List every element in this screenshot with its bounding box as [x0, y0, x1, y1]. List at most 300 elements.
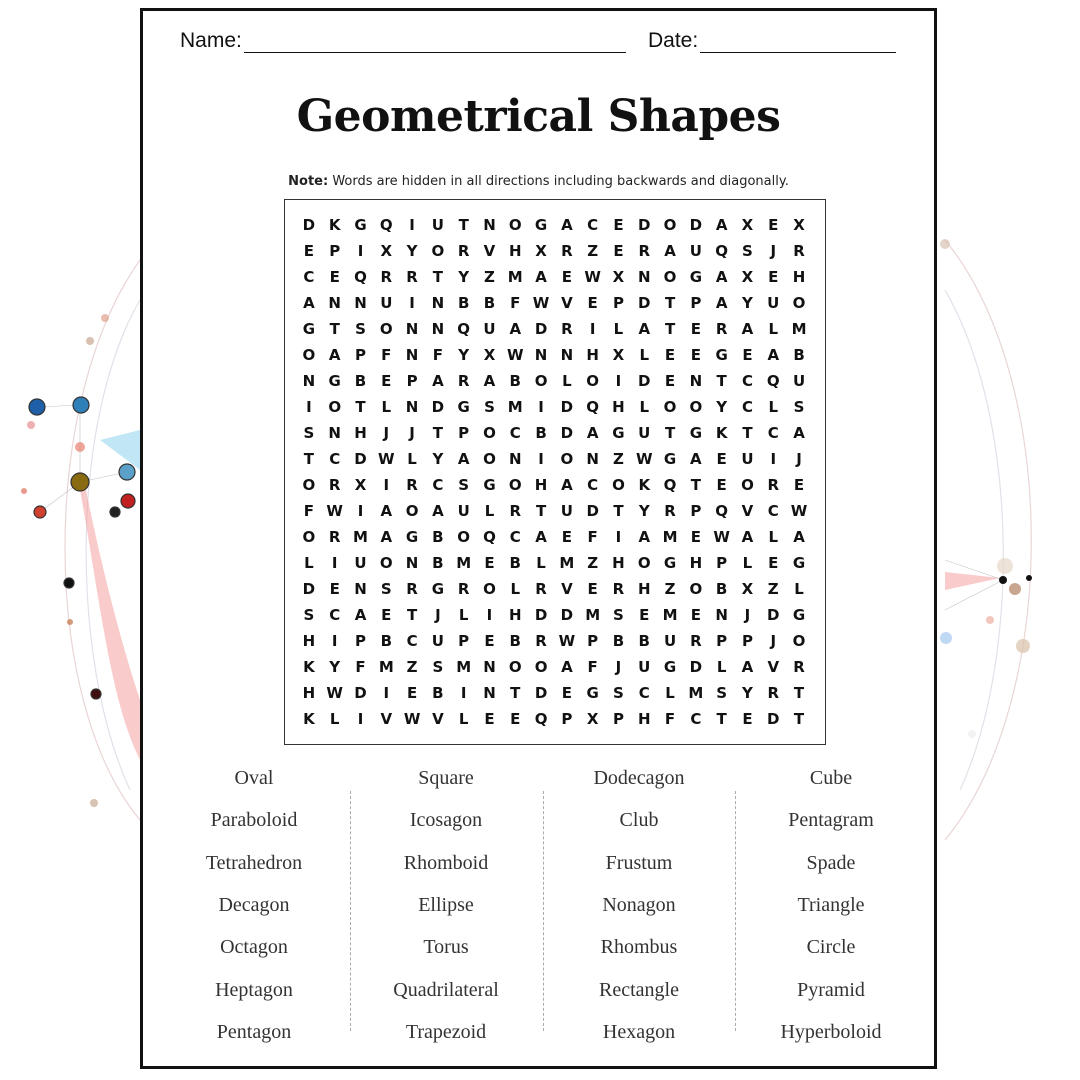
name-field[interactable]: [180, 29, 626, 53]
grid-letter[interactable]: D: [302, 580, 316, 598]
grid-letter[interactable]: I: [460, 684, 467, 702]
grid-letter[interactable]: A: [354, 606, 367, 624]
grid-letter[interactable]: I: [306, 398, 312, 416]
grid-letter[interactable]: D: [767, 606, 780, 624]
grid-letter[interactable]: Y: [432, 450, 444, 468]
grid-letter[interactable]: R: [457, 372, 470, 390]
grid-letter[interactable]: Y: [458, 346, 470, 364]
grid-letter[interactable]: G: [354, 216, 367, 234]
grid-letter[interactable]: W: [507, 346, 524, 364]
grid-letter[interactable]: F: [303, 502, 315, 520]
grid-letter[interactable]: O: [379, 320, 393, 338]
grid-letter[interactable]: D: [560, 398, 574, 416]
grid-letter[interactable]: M: [507, 398, 523, 416]
grid-letter[interactable]: E: [716, 476, 727, 494]
grid-letter[interactable]: N: [405, 346, 419, 364]
grid-letter[interactable]: A: [638, 320, 651, 338]
grid-letter[interactable]: V: [483, 242, 496, 260]
grid-letter[interactable]: D: [354, 684, 367, 702]
grid-letter[interactable]: T: [510, 684, 521, 702]
date-field[interactable]: [648, 29, 896, 53]
grid-letter[interactable]: S: [742, 242, 753, 260]
grid-letter[interactable]: I: [615, 528, 622, 546]
grid-letter[interactable]: E: [329, 268, 340, 286]
grid-letter[interactable]: M: [456, 658, 472, 676]
grid-letter[interactable]: V: [561, 580, 573, 598]
grid-letter[interactable]: A: [793, 528, 805, 546]
grid-letter[interactable]: J: [796, 450, 802, 468]
grid-letter[interactable]: O: [483, 580, 496, 598]
grid-letter[interactable]: L: [639, 346, 650, 364]
grid-letter[interactable]: A: [535, 528, 547, 546]
grid-letter[interactable]: B: [793, 346, 805, 364]
grid-letter[interactable]: R: [328, 476, 341, 494]
grid-letter[interactable]: U: [380, 294, 393, 312]
grid-letter[interactable]: T: [664, 424, 676, 442]
grid-letter[interactable]: N: [483, 684, 496, 702]
grid-letter[interactable]: H: [612, 554, 625, 572]
grid-letter[interactable]: Q: [534, 710, 548, 728]
grid-letter[interactable]: H: [689, 554, 703, 572]
grid-letter[interactable]: V: [767, 658, 780, 676]
grid-letter[interactable]: P: [612, 710, 624, 728]
grid-letter[interactable]: Q: [483, 528, 496, 546]
grid-letter[interactable]: P: [406, 372, 418, 390]
grid-letter[interactable]: V: [380, 710, 393, 728]
grid-letter[interactable]: Q: [715, 502, 729, 520]
grid-letter[interactable]: O: [612, 476, 625, 494]
grid-letter[interactable]: I: [538, 450, 544, 468]
grid-letter[interactable]: Q: [766, 372, 780, 390]
grid-letter[interactable]: B: [432, 554, 444, 572]
grid-letter[interactable]: N: [715, 606, 728, 624]
grid-letter[interactable]: C: [329, 450, 341, 468]
grid-letter[interactable]: K: [328, 216, 341, 234]
grid-letter[interactable]: J: [409, 424, 415, 442]
grid-letter[interactable]: C: [406, 632, 418, 650]
grid-letter[interactable]: P: [690, 294, 702, 312]
grid-letter[interactable]: O: [560, 450, 574, 468]
grid-letter[interactable]: S: [793, 398, 805, 416]
grid-letter[interactable]: X: [380, 242, 393, 260]
grid-letter[interactable]: A: [638, 528, 651, 546]
grid-letter[interactable]: R: [793, 658, 805, 676]
grid-letter[interactable]: N: [405, 554, 419, 572]
grid-letter[interactable]: Z: [484, 268, 495, 286]
grid-letter[interactable]: I: [486, 606, 493, 624]
grid-letter[interactable]: W: [635, 450, 653, 468]
grid-letter[interactable]: X: [741, 580, 754, 598]
grid-letter[interactable]: W: [558, 632, 576, 650]
grid-letter[interactable]: O: [508, 216, 522, 234]
grid-letter[interactable]: R: [380, 268, 393, 286]
grid-letter[interactable]: Z: [664, 580, 676, 598]
grid-letter[interactable]: Y: [458, 268, 470, 286]
grid-letter[interactable]: F: [587, 658, 598, 676]
grid-letter[interactable]: E: [381, 372, 392, 390]
grid-letter[interactable]: L: [458, 710, 469, 728]
grid-letter[interactable]: N: [431, 294, 445, 312]
grid-letter[interactable]: D: [560, 606, 574, 624]
grid-letter[interactable]: U: [483, 320, 496, 338]
grid-letter[interactable]: T: [664, 294, 676, 312]
grid-letter[interactable]: R: [690, 632, 702, 650]
grid-letter[interactable]: P: [690, 502, 702, 520]
grid-letter[interactable]: G: [431, 580, 445, 598]
grid-letter[interactable]: I: [357, 242, 364, 260]
grid-letter[interactable]: E: [768, 268, 779, 286]
grid-letter[interactable]: L: [536, 554, 546, 572]
grid-letter[interactable]: B: [354, 372, 367, 390]
grid-letter[interactable]: X: [535, 242, 547, 260]
grid-letter[interactable]: P: [741, 632, 753, 650]
grid-letter[interactable]: C: [587, 216, 599, 234]
grid-letter[interactable]: W: [326, 684, 343, 702]
grid-letter[interactable]: B: [432, 528, 444, 546]
grid-letter[interactable]: H: [354, 424, 367, 442]
grid-letter[interactable]: E: [587, 580, 598, 598]
grid-letter[interactable]: H: [534, 476, 548, 494]
grid-letter[interactable]: Y: [716, 398, 728, 416]
grid-letter[interactable]: U: [741, 450, 754, 468]
grid-letter[interactable]: O: [689, 398, 703, 416]
grid-letter[interactable]: R: [767, 476, 780, 494]
grid-letter[interactable]: H: [637, 580, 651, 598]
grid-letter[interactable]: G: [586, 684, 599, 702]
grid-letter[interactable]: E: [484, 632, 495, 650]
grid-letter[interactable]: M: [791, 320, 807, 338]
grid-letter[interactable]: E: [690, 528, 701, 546]
grid-letter[interactable]: O: [302, 346, 316, 364]
grid-letter[interactable]: E: [484, 554, 495, 572]
grid-letter[interactable]: A: [690, 450, 702, 468]
grid-letter[interactable]: R: [612, 580, 625, 598]
grid-letter[interactable]: N: [328, 424, 341, 442]
grid-letter[interactable]: N: [431, 320, 445, 338]
grid-letter[interactable]: O: [508, 658, 522, 676]
grid-letter[interactable]: O: [328, 398, 342, 416]
grid-letter[interactable]: L: [613, 320, 624, 338]
grid-letter[interactable]: T: [716, 710, 727, 728]
grid-letter[interactable]: G: [663, 658, 677, 676]
grid-letter[interactable]: W: [326, 502, 343, 520]
grid-letter[interactable]: R: [509, 502, 522, 520]
grid-letter[interactable]: L: [329, 710, 340, 728]
grid-letter[interactable]: S: [380, 580, 392, 598]
grid-letter[interactable]: M: [585, 606, 601, 624]
grid-letter[interactable]: R: [535, 632, 547, 650]
grid-letter[interactable]: A: [432, 372, 444, 390]
grid-letter[interactable]: O: [663, 268, 677, 286]
grid-letter[interactable]: D: [586, 502, 599, 520]
grid-letter[interactable]: G: [689, 268, 702, 286]
grid-letter[interactable]: T: [303, 450, 315, 468]
grid-letter[interactable]: C: [509, 528, 521, 546]
grid-letter[interactable]: W: [532, 294, 550, 312]
grid-letter[interactable]: N: [586, 450, 599, 468]
grid-letter[interactable]: L: [407, 450, 417, 468]
grid-letter[interactable]: X: [586, 710, 599, 728]
grid-letter[interactable]: I: [383, 684, 390, 702]
grid-letter[interactable]: R: [793, 242, 805, 260]
grid-letter[interactable]: A: [586, 424, 599, 442]
grid-letter[interactable]: O: [637, 554, 651, 572]
grid-letter[interactable]: E: [793, 476, 805, 494]
grid-letter[interactable]: M: [662, 528, 678, 546]
grid-letter[interactable]: C: [741, 398, 753, 416]
grid-letter[interactable]: G: [302, 320, 316, 338]
grid-letter[interactable]: N: [302, 372, 316, 390]
grid-letter[interactable]: G: [405, 528, 419, 546]
grid-letter[interactable]: A: [328, 346, 341, 364]
grid-letter[interactable]: B: [457, 294, 470, 312]
grid-letter[interactable]: I: [589, 320, 596, 338]
grid-letter[interactable]: S: [355, 320, 366, 338]
grid-letter[interactable]: G: [483, 476, 496, 494]
grid-letter[interactable]: E: [639, 606, 650, 624]
grid-letter[interactable]: J: [744, 606, 751, 624]
grid-letter[interactable]: D: [767, 710, 780, 728]
grid-letter[interactable]: S: [613, 684, 624, 702]
grid-letter[interactable]: P: [561, 710, 573, 728]
grid-letter[interactable]: R: [638, 242, 651, 260]
grid-letter[interactable]: T: [406, 606, 418, 624]
grid-letter[interactable]: C: [432, 476, 444, 494]
grid-letter[interactable]: O: [534, 658, 548, 676]
grid-letter[interactable]: R: [406, 476, 418, 494]
grid-letter[interactable]: T: [329, 320, 340, 338]
grid-letter[interactable]: A: [483, 372, 496, 390]
grid-letter[interactable]: G: [663, 554, 677, 572]
grid-letter[interactable]: O: [689, 580, 703, 598]
grid-letter[interactable]: T: [458, 216, 469, 234]
grid-letter[interactable]: E: [381, 606, 392, 624]
grid-letter[interactable]: O: [663, 398, 677, 416]
grid-letter[interactable]: S: [432, 658, 444, 676]
grid-letter[interactable]: G: [689, 424, 702, 442]
grid-letter[interactable]: D: [638, 294, 651, 312]
grid-letter[interactable]: A: [715, 268, 728, 286]
grid-letter[interactable]: T: [535, 502, 547, 520]
grid-letter[interactable]: M: [688, 684, 704, 702]
grid-letter[interactable]: N: [354, 580, 367, 598]
grid-letter[interactable]: S: [484, 398, 495, 416]
grid-letter[interactable]: A: [380, 528, 393, 546]
grid-letter[interactable]: U: [431, 632, 444, 650]
grid-letter[interactable]: U: [792, 372, 806, 390]
grid-letter[interactable]: S: [303, 424, 315, 442]
grid-letter[interactable]: A: [561, 216, 573, 234]
grid-letter[interactable]: A: [793, 424, 805, 442]
grid-letter[interactable]: O: [302, 476, 316, 494]
grid-letter[interactable]: E: [742, 710, 753, 728]
grid-letter[interactable]: T: [432, 424, 443, 442]
grid-letter[interactable]: S: [716, 684, 728, 702]
grid-letter[interactable]: N: [483, 216, 496, 234]
grid-letter[interactable]: D: [534, 320, 548, 338]
grid-letter[interactable]: O: [792, 632, 806, 650]
grid-letter[interactable]: G: [715, 346, 728, 364]
grid-letter[interactable]: I: [770, 450, 777, 468]
grid-letter[interactable]: B: [612, 632, 625, 650]
grid-letter[interactable]: J: [770, 632, 777, 650]
grid-letter[interactable]: K: [303, 658, 315, 676]
grid-letter[interactable]: Z: [406, 658, 418, 676]
grid-letter[interactable]: N: [405, 320, 419, 338]
grid-letter[interactable]: O: [483, 450, 496, 468]
grid-letter[interactable]: X: [741, 216, 754, 234]
grid-letter[interactable]: A: [535, 268, 547, 286]
grid-letter[interactable]: E: [768, 554, 779, 572]
grid-letter[interactable]: U: [431, 216, 444, 234]
grid-letter[interactable]: E: [303, 242, 315, 260]
grid-letter[interactable]: Q: [379, 216, 393, 234]
grid-letter[interactable]: L: [639, 398, 650, 416]
grid-letter[interactable]: R: [406, 580, 418, 598]
grid-letter[interactable]: U: [638, 424, 651, 442]
grid-letter[interactable]: I: [357, 502, 364, 520]
grid-letter[interactable]: C: [303, 268, 315, 286]
grid-letter[interactable]: Q: [457, 320, 471, 338]
grid-letter[interactable]: X: [741, 268, 754, 286]
grid-letter[interactable]: U: [689, 242, 702, 260]
grid-letter[interactable]: H: [508, 242, 522, 260]
grid-letter[interactable]: U: [638, 658, 651, 676]
grid-letter[interactable]: S: [613, 606, 624, 624]
grid-letter[interactable]: R: [457, 242, 470, 260]
grid-letter[interactable]: C: [767, 502, 779, 520]
grid-letter[interactable]: E: [510, 710, 521, 728]
grid-letter[interactable]: T: [355, 398, 366, 416]
grid-letter[interactable]: P: [329, 242, 341, 260]
grid-letter[interactable]: B: [509, 632, 521, 650]
grid-letter[interactable]: Y: [638, 502, 650, 520]
grid-letter[interactable]: G: [792, 554, 806, 572]
grid-letter[interactable]: F: [355, 658, 366, 676]
grid-letter[interactable]: N: [405, 398, 419, 416]
grid-letter[interactable]: W: [584, 268, 601, 286]
grid-letter[interactable]: H: [302, 684, 316, 702]
grid-letter[interactable]: T: [742, 424, 753, 442]
grid-letter[interactable]: W: [713, 528, 730, 546]
grid-letter[interactable]: L: [562, 372, 572, 390]
grid-letter[interactable]: M: [507, 268, 523, 286]
grid-letter[interactable]: L: [768, 320, 779, 338]
grid-letter[interactable]: M: [456, 554, 472, 572]
grid-letter[interactable]: C: [690, 710, 702, 728]
grid-letter[interactable]: E: [484, 710, 495, 728]
grid-letter[interactable]: D: [431, 398, 445, 416]
grid-letter[interactable]: B: [380, 632, 392, 650]
grid-letter[interactable]: O: [534, 372, 548, 390]
grid-letter[interactable]: A: [715, 294, 728, 312]
grid-letter[interactable]: O: [741, 476, 754, 494]
grid-letter[interactable]: C: [509, 424, 521, 442]
grid-letter[interactable]: Q: [586, 398, 600, 416]
grid-letter[interactable]: G: [612, 424, 625, 442]
grid-letter[interactable]: B: [715, 580, 728, 598]
grid-letter[interactable]: O: [302, 528, 316, 546]
grid-letter[interactable]: T: [613, 502, 624, 520]
grid-letter[interactable]: A: [741, 528, 754, 546]
grid-letter[interactable]: D: [534, 684, 548, 702]
grid-letter[interactable]: D: [534, 606, 548, 624]
grid-letter[interactable]: N: [637, 268, 651, 286]
grid-letter[interactable]: G: [457, 398, 470, 416]
grid-letter[interactable]: A: [380, 502, 393, 520]
grid-letter[interactable]: E: [690, 606, 701, 624]
grid-letter[interactable]: E: [561, 684, 572, 702]
grid-letter[interactable]: L: [768, 528, 779, 546]
grid-letter[interactable]: R: [561, 320, 573, 338]
grid-letter[interactable]: E: [768, 216, 779, 234]
grid-letter[interactable]: P: [354, 346, 366, 364]
grid-letter[interactable]: E: [587, 294, 598, 312]
grid-letter[interactable]: M: [353, 528, 368, 546]
grid-letter[interactable]: S: [458, 476, 470, 494]
grid-letter[interactable]: T: [793, 684, 805, 702]
grid-letter[interactable]: P: [458, 632, 470, 650]
grid-letter[interactable]: N: [534, 346, 548, 364]
grid-letter[interactable]: W: [790, 502, 808, 520]
grid-letter[interactable]: G: [663, 450, 677, 468]
grid-letter[interactable]: A: [509, 320, 522, 338]
grid-letter[interactable]: D: [689, 658, 703, 676]
grid-letter[interactable]: G: [792, 606, 806, 624]
grid-letter[interactable]: C: [741, 372, 753, 390]
grid-letter[interactable]: M: [559, 554, 575, 572]
grid-letter[interactable]: I: [538, 398, 544, 416]
grid-letter[interactable]: N: [354, 294, 367, 312]
grid-letter[interactable]: O: [457, 528, 471, 546]
grid-letter[interactable]: Z: [587, 242, 599, 260]
grid-letter[interactable]: I: [383, 476, 390, 494]
grid-letter[interactable]: E: [742, 346, 753, 364]
grid-letter[interactable]: E: [690, 320, 701, 338]
grid-letter[interactable]: B: [535, 424, 547, 442]
grid-letter[interactable]: Z: [587, 554, 599, 572]
grid-letter[interactable]: E: [613, 242, 624, 260]
grid-letter[interactable]: H: [612, 398, 625, 416]
grid-letter[interactable]: I: [409, 294, 415, 312]
grid-letter[interactable]: R: [767, 684, 780, 702]
grid-letter[interactable]: O: [792, 294, 806, 312]
grid-letter[interactable]: L: [768, 398, 779, 416]
grid-letter[interactable]: E: [329, 580, 340, 598]
grid-letter[interactable]: N: [508, 450, 522, 468]
grid-letter[interactable]: X: [483, 346, 496, 364]
grid-letter[interactable]: M: [662, 606, 678, 624]
grid-letter[interactable]: V: [432, 710, 444, 728]
grid-letter[interactable]: E: [613, 216, 624, 234]
grid-letter[interactable]: D: [560, 424, 574, 442]
grid-letter[interactable]: Y: [406, 242, 418, 260]
grid-letter[interactable]: R: [715, 320, 728, 338]
grid-letter[interactable]: U: [767, 294, 780, 312]
grid-letter[interactable]: I: [409, 216, 415, 234]
grid-letter[interactable]: H: [302, 632, 316, 650]
grid-letter[interactable]: N: [328, 294, 341, 312]
grid-letter[interactable]: Z: [767, 580, 779, 598]
grid-letter[interactable]: J: [435, 606, 441, 624]
grid-letter[interactable]: U: [663, 632, 677, 650]
grid-letter[interactable]: E: [561, 268, 572, 286]
grid-letter[interactable]: E: [716, 450, 727, 468]
grid-letter[interactable]: O: [508, 476, 522, 494]
grid-letter[interactable]: T: [664, 320, 676, 338]
grid-letter[interactable]: I: [357, 710, 364, 728]
grid-letter[interactable]: R: [457, 580, 470, 598]
